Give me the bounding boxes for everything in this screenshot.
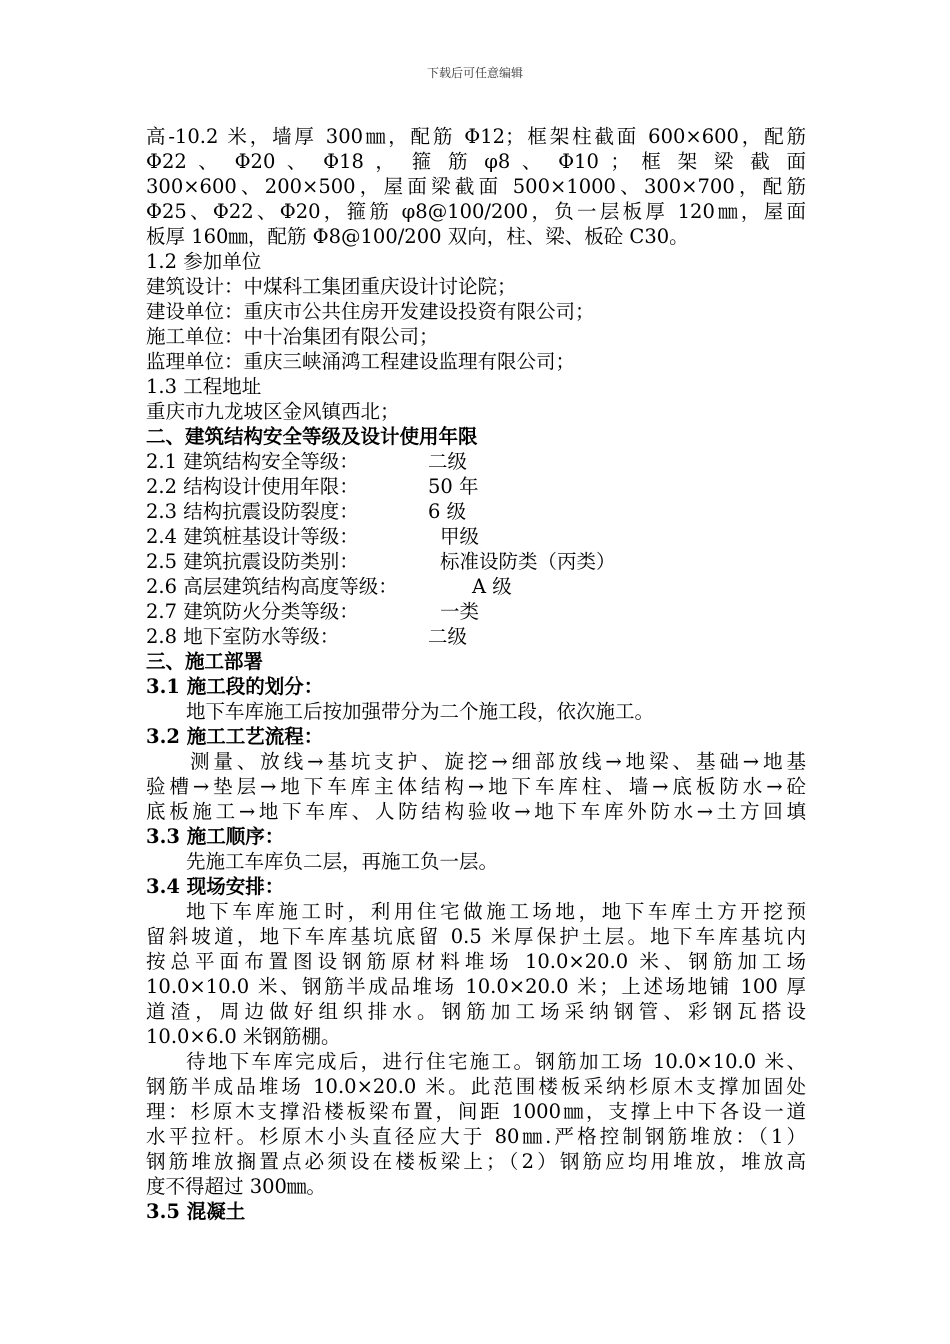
spec-label: 2.1 建筑结构安全等级： bbox=[146, 450, 359, 473]
spec-item bbox=[146, 524, 806, 549]
section-title: 3.3 施工顺序： bbox=[146, 825, 285, 848]
text-line: 钢筋堆放搁置点必须设在楼板梁上；（2）钢筋应均用堆放，堆放高 bbox=[146, 1150, 806, 1173]
spec-value: 6 级 bbox=[428, 500, 467, 523]
spec-item bbox=[146, 624, 806, 649]
text-line: 钢筋半成品堆场 10.0×20.0 米。此范围楼板采纳杉原木支撑加固处 bbox=[146, 1075, 806, 1098]
spec-label: 2.4 建筑桩基设计等级： bbox=[146, 525, 359, 548]
section-title: 3.4 现场安排： bbox=[146, 875, 285, 898]
spec-label: 2.7 建筑防火分类等级： bbox=[146, 600, 359, 623]
spec-item bbox=[146, 549, 806, 574]
chapter-heading: 三、施工部署 bbox=[146, 650, 264, 673]
spec-value: 甲级 bbox=[440, 525, 480, 548]
chapter-heading: 二、建筑结构安全等级及设计使用年限 bbox=[146, 425, 478, 448]
spec-value: A 级 bbox=[472, 575, 512, 598]
text-line: 待地下车库完成后，进行住宅施工。钢筋加工场 10.0×10.0 米、 bbox=[186, 1050, 806, 1073]
spec-item bbox=[146, 499, 806, 524]
text-line: Φ22 、 Φ20 、 Φ18 ， 箍 筋 φ8 、 Φ10 ； 框 架 梁 截 面 bbox=[146, 150, 806, 173]
text-line: 监理单位：重庆三峡涌鸿工程建设监理有限公司； bbox=[146, 350, 576, 373]
spec-label: 2.5 建筑抗震设防类别： bbox=[146, 550, 359, 573]
text-line: 理：杉原木支撑沿楼板梁布置，间距 1000㎜，支撑上中下各设一道 bbox=[146, 1100, 806, 1123]
text-line: 施工单位：中十冶集团有限公司； bbox=[146, 325, 439, 348]
text-line: 道渣，周边做好组织排水。钢筋加工场采纳钢管、彩钢瓦搭设 bbox=[146, 1000, 806, 1023]
spec-label: 2.2 结构设计使用年限： bbox=[146, 475, 359, 498]
text-line: 验槽→垫层→地下车库主体结构→地下车库柱、墙→底板防水→砼 bbox=[146, 775, 806, 798]
spec-value: 50 年 bbox=[428, 475, 479, 498]
text-line: 按总平面布置图设钢筋原材料堆场 10.0×20.0 米、钢筋加工场 bbox=[146, 950, 806, 973]
spec-value: 标准设防类（丙类） bbox=[440, 550, 616, 573]
spec-value: 二级 bbox=[428, 450, 468, 473]
text-line: 10.0×6.0 米钢筋棚。 bbox=[146, 1025, 341, 1048]
section-title: 1.2 参加单位 bbox=[146, 250, 262, 273]
text-line: 高-10.2 米，墙厚 300㎜，配筋 Φ12；框架柱截面 600×600，配筋 bbox=[146, 125, 806, 148]
text-line: 10.0×10.0 米、钢筋半成品堆场 10.0×20.0 米；上述场地铺 100 厚 bbox=[146, 975, 806, 998]
text-line: 底板施工→地下车库、人防结构验收→地下车库外防水→土方回填 bbox=[146, 800, 806, 823]
text-line: 先施工车库负二层，再施工负一层。 bbox=[186, 850, 499, 873]
text-line: 板厚 160㎜，配筋 Φ8@100/200 双向，柱、梁、板砼 C30。 bbox=[146, 225, 689, 248]
text-line: 度不得超过 300㎜。 bbox=[146, 1175, 326, 1198]
section-title: 3.1 施工段的划分： bbox=[146, 675, 324, 698]
spec-item bbox=[146, 574, 806, 599]
text-line: 300×600、200×500，屋面梁截面 500×1000、300×700，配筋 bbox=[146, 175, 806, 198]
spec-item bbox=[146, 599, 806, 624]
text-line: 建设单位：重庆市公共住房开发建设投资有限公司； bbox=[146, 300, 595, 323]
text-line: 测量、放线→基坑支护、旋挖→细部放线→地梁、基础→地基 bbox=[190, 750, 806, 773]
section-title: 1.3 工程地址 bbox=[146, 375, 262, 398]
text-line: 重庆市九龙坡区金风镇西北； bbox=[146, 400, 400, 423]
spec-value: 二级 bbox=[428, 625, 468, 648]
text-line: 留斜坡道，地下车库基坑底留 0.5 米厚保护土层。地下车库基坑内 bbox=[146, 925, 806, 948]
spec-label: 2.3 结构抗震设防裂度： bbox=[146, 500, 359, 523]
spec-label: 2.8 地下室防水等级： bbox=[146, 625, 340, 648]
spec-item bbox=[146, 474, 806, 499]
spec-item bbox=[146, 449, 806, 474]
spec-value: 一类 bbox=[440, 600, 480, 623]
section-title: 3.5 混凝土 bbox=[146, 1200, 246, 1223]
section-title: 3.2 施工工艺流程： bbox=[146, 725, 324, 748]
page-header: 下载后可任意编辑 bbox=[426, 66, 523, 80]
text-line: 水平拉杆。杉原木小头直径应大于 80㎜.严格控制钢筋堆放：（1） bbox=[146, 1125, 806, 1148]
text-line: 地下车库施工时，利用住宅做施工场地，地下车库土方开挖预 bbox=[186, 900, 806, 923]
spec-label: 2.6 高层建筑结构高度等级： bbox=[146, 575, 398, 598]
text-line: Φ25、Φ22、Φ20，箍筋 φ8@100/200，负一层板厚 120㎜，屋面 bbox=[146, 200, 806, 223]
text-line: 地下车库施工后按加强带分为二个施工段，依次施工。 bbox=[186, 700, 655, 723]
text-line: 建筑设计：中煤科工集团重庆设计讨论院； bbox=[146, 275, 517, 298]
